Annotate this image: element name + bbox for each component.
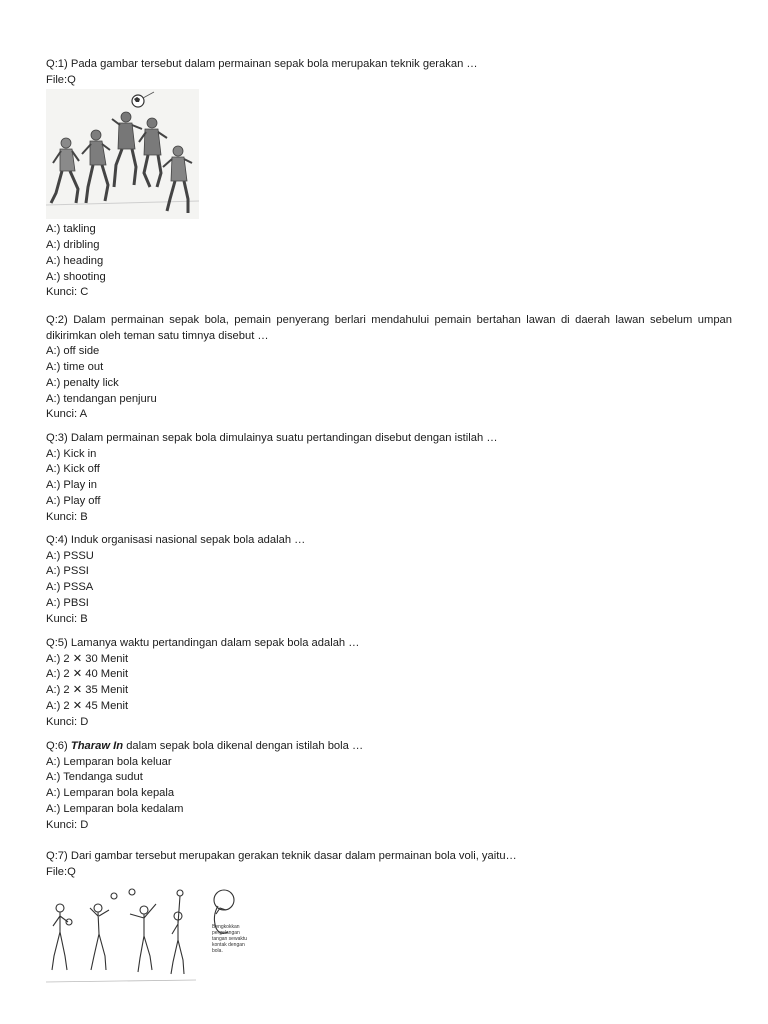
question-3 (46, 431, 732, 525)
question-text: Q:2) Dalam permainan sepak bola, pemain penyerang berlari mendahului pemain bertahan lawan di daerah lawan sebelum umpan dikirimkan oleh teman satu timnya disebut … (46, 314, 732, 342)
answer-key: Kunci: B (46, 510, 88, 523)
answer-key: Kunci: A (46, 408, 88, 421)
volleyball-serve-illustration (46, 886, 251, 998)
option-c: A:) Lemparan bola kepala (46, 787, 175, 800)
option-d: A:) 2 ✕ 45 Menit (46, 699, 129, 712)
option-c: A:) heading (46, 254, 104, 267)
question-7 (46, 849, 732, 998)
option-b: A:) Kick off (46, 463, 100, 476)
option-a: A:) PSSU (46, 549, 94, 562)
option-c: A:) Play in (46, 479, 97, 492)
option-d: A:) PBSI (46, 596, 89, 609)
option-a: A:) off side (46, 345, 100, 358)
question-4 (46, 533, 732, 627)
question-term: Tharaw In (70, 740, 124, 752)
file-label: File:Q (46, 865, 76, 878)
option-a: A:) Lemparan bola keluar (46, 755, 172, 768)
question-5 (46, 636, 732, 730)
question-text: Q:7) Dari gambar tersebut merupakan gerakan teknik dasar dalam permainan bola voli, yaitu… (46, 850, 517, 862)
option-c: A:) penalty lick (46, 376, 119, 389)
question-text: Q:5) Lamanya waktu pertandingan dalam sepak bola adalah … (46, 637, 360, 649)
option-d: A:) tendangan penjuru (46, 392, 157, 405)
answer-key: Kunci: B (46, 612, 88, 625)
option-b: A:) time out (46, 361, 104, 374)
option-b: A:) Tendanga sudut (46, 771, 143, 784)
question-prefix: Q:6) (46, 740, 71, 752)
question-text: Q:4) Induk organisasi nasional sepak bola adalah … (46, 534, 306, 546)
option-c: A:) PSSA (46, 581, 94, 594)
soccer-heading-illustration (46, 89, 199, 219)
option-d: A:) shooting (46, 270, 106, 283)
caption-line: Bengkokkan (212, 924, 240, 931)
option-d: A:) Play off (46, 494, 101, 507)
question-text: Q:1) Pada gambar tersebut dalam permainan sepak bola merupakan teknik gerakan … (46, 58, 478, 70)
caption-line: pergelangan (212, 930, 240, 937)
option-a: A:) takling (46, 223, 96, 236)
option-b: A:) dribling (46, 239, 100, 252)
caption-line: tangan sewaktu (212, 936, 248, 943)
option-c: A:) 2 ✕ 35 Menit (46, 684, 129, 697)
question-text (46, 739, 732, 755)
question-2 (46, 313, 732, 423)
option-d: A:) Lemparan bola kedalam (46, 802, 184, 815)
question-rest: dalam sepak bola dikenal dengan istilah bola … (123, 740, 364, 752)
question-6 (46, 739, 732, 833)
option-b: A:) PSSI (46, 565, 89, 578)
file-label: File:Q (46, 73, 76, 86)
caption-line: bola. (212, 948, 223, 955)
answer-key: Kunci: C (46, 286, 89, 299)
answer-key: Kunci: D (46, 715, 89, 728)
option-a: A:) Kick in (46, 447, 97, 460)
answer-key: Kunci: D (46, 818, 89, 831)
question-text: Q:3) Dalam permainan sepak bola dimulainya suatu pertandingan disebut dengan istilah … (46, 432, 498, 444)
caption-line: kontak dengan (212, 942, 245, 949)
question-1 (46, 57, 732, 301)
option-b: A:) 2 ✕ 40 Menit (46, 668, 129, 681)
option-a: A:) 2 ✕ 30 Menit (46, 652, 129, 665)
